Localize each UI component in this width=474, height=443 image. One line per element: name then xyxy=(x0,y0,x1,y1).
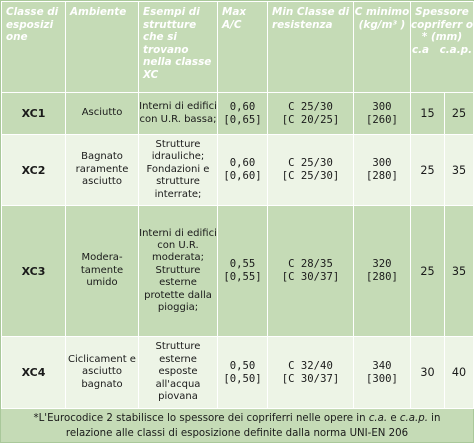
max-ac-value: 0,50 xyxy=(229,359,256,372)
cover-cap-cell: 35 xyxy=(445,135,474,206)
header-max-ac: Max A/C xyxy=(218,2,268,93)
exposure-class-cell: XC3 xyxy=(2,206,66,337)
cover-ca-cell: 25 xyxy=(411,135,445,206)
c-min-bracket: [280] xyxy=(366,170,398,182)
max-ac-cell xyxy=(218,135,268,206)
cover-ca-cell: 15 xyxy=(411,93,445,135)
strength-class-value: C 25/30 xyxy=(288,157,333,169)
table-row-xc2 xyxy=(2,135,474,206)
environment-cell: Modera-tamente umido xyxy=(66,206,139,337)
strength-class-cell xyxy=(268,206,354,337)
footnote-ca: c.a. xyxy=(368,413,388,424)
header-exposure-class: Classe di esposizi one xyxy=(2,2,66,93)
header-cover-label: Spessore copriferr o * (mm) xyxy=(411,6,473,44)
max-ac-bracket: [0,60] xyxy=(223,170,262,182)
max-ac-cell xyxy=(218,337,268,409)
cover-cap-cell: 25 xyxy=(445,93,474,135)
header-cover-cap: c.a.p. xyxy=(439,43,473,56)
c-min-value: 300 xyxy=(372,157,392,169)
environment-cell: Ciclicament e asciutto bagnato xyxy=(66,337,139,409)
c-min-value: 300 xyxy=(372,100,392,113)
header-cover-ca: c.a xyxy=(411,43,430,56)
exposure-class-cell: XC1 xyxy=(2,93,66,135)
footnote-line-2: relazione alle classi di esposizione definite dalla norma UNI-EN 206 xyxy=(65,427,409,439)
header-c-min: C minimo (kg/m³ ) xyxy=(354,2,411,93)
footnote-and: e xyxy=(387,413,400,424)
cover-cap-cell: 40 xyxy=(445,337,474,409)
table-row-xc4 xyxy=(2,337,474,409)
max-ac-value: 0,60 xyxy=(229,100,256,113)
cover-ca-cell: 30 xyxy=(411,337,445,409)
max-ac-cell xyxy=(218,206,268,337)
header-min-strength-class: Min Classe di resistenza xyxy=(268,2,354,93)
header-examples: Esempi di strutture che si trovano nella classe XC xyxy=(139,2,218,93)
examples-cell: Interni di edifici con U.R. bassa; xyxy=(139,93,218,135)
exposure-class-table xyxy=(1,1,474,409)
max-ac-bracket: [0,65] xyxy=(223,113,262,126)
exposure-class-cell: XC4 xyxy=(2,337,66,409)
strength-class-value: C 28/35 xyxy=(288,258,333,270)
examples-cell: Strutture esterne esposte all'acqua piovana xyxy=(139,337,218,409)
strength-class-bracket: [C 20/25] xyxy=(281,113,340,126)
strength-class-bracket: [C 25/30] xyxy=(281,170,340,182)
c-min-bracket: [300] xyxy=(366,372,398,385)
strength-class-cell xyxy=(268,135,354,206)
examples-cell: Strutture idrauliche; Fondazioni e strutture interrate; xyxy=(139,135,218,206)
header-row xyxy=(2,2,474,93)
max-ac-value: 0,60 xyxy=(229,157,256,169)
max-ac-bracket: [0,50] xyxy=(223,372,262,385)
environment-cell: Asciutto xyxy=(66,93,139,135)
cover-ca-cell: 25 xyxy=(411,206,445,337)
strength-class-bracket: [C 30/37] xyxy=(281,372,340,385)
max-ac-value: 0,55 xyxy=(229,258,256,270)
max-ac-bracket: [0,55] xyxy=(223,271,262,283)
exposure-class-cell: XC2 xyxy=(2,135,66,206)
c-min-bracket: [260] xyxy=(366,113,398,126)
header-cover-thickness xyxy=(411,2,474,93)
footnote-text-start: *L'Eurocodice 2 stabilisce lo spessore dei copriferri nelle opere in xyxy=(33,413,369,424)
footnote-cap: c.a.p. xyxy=(399,413,428,424)
strength-class-value: C 25/30 xyxy=(288,100,333,113)
table-row-xc1 xyxy=(2,93,474,135)
strength-class-value: C 32/40 xyxy=(288,359,333,372)
strength-class-cell xyxy=(268,337,354,409)
c-min-cell xyxy=(354,206,411,337)
cover-cap-cell: 35 xyxy=(445,206,474,337)
environment-cell: Bagnato raramente asciutto xyxy=(66,135,139,206)
c-min-value: 320 xyxy=(372,258,392,270)
c-min-cell xyxy=(354,135,411,206)
footnote-in: in xyxy=(427,413,441,424)
c-min-cell xyxy=(354,93,411,135)
strength-class-bracket: [C 30/37] xyxy=(281,271,340,283)
c-min-cell xyxy=(354,337,411,409)
examples-cell: Interni di edifici con U.R. moderata; Strutture esterne protette dalla pioggia; xyxy=(139,206,218,337)
max-ac-cell xyxy=(218,93,268,135)
c-min-bracket: [280] xyxy=(366,271,398,283)
c-min-value: 340 xyxy=(372,359,392,372)
table-row-xc3 xyxy=(2,206,474,337)
footnote xyxy=(1,408,473,442)
header-environment: Ambiente xyxy=(66,2,139,93)
strength-class-cell xyxy=(268,93,354,135)
